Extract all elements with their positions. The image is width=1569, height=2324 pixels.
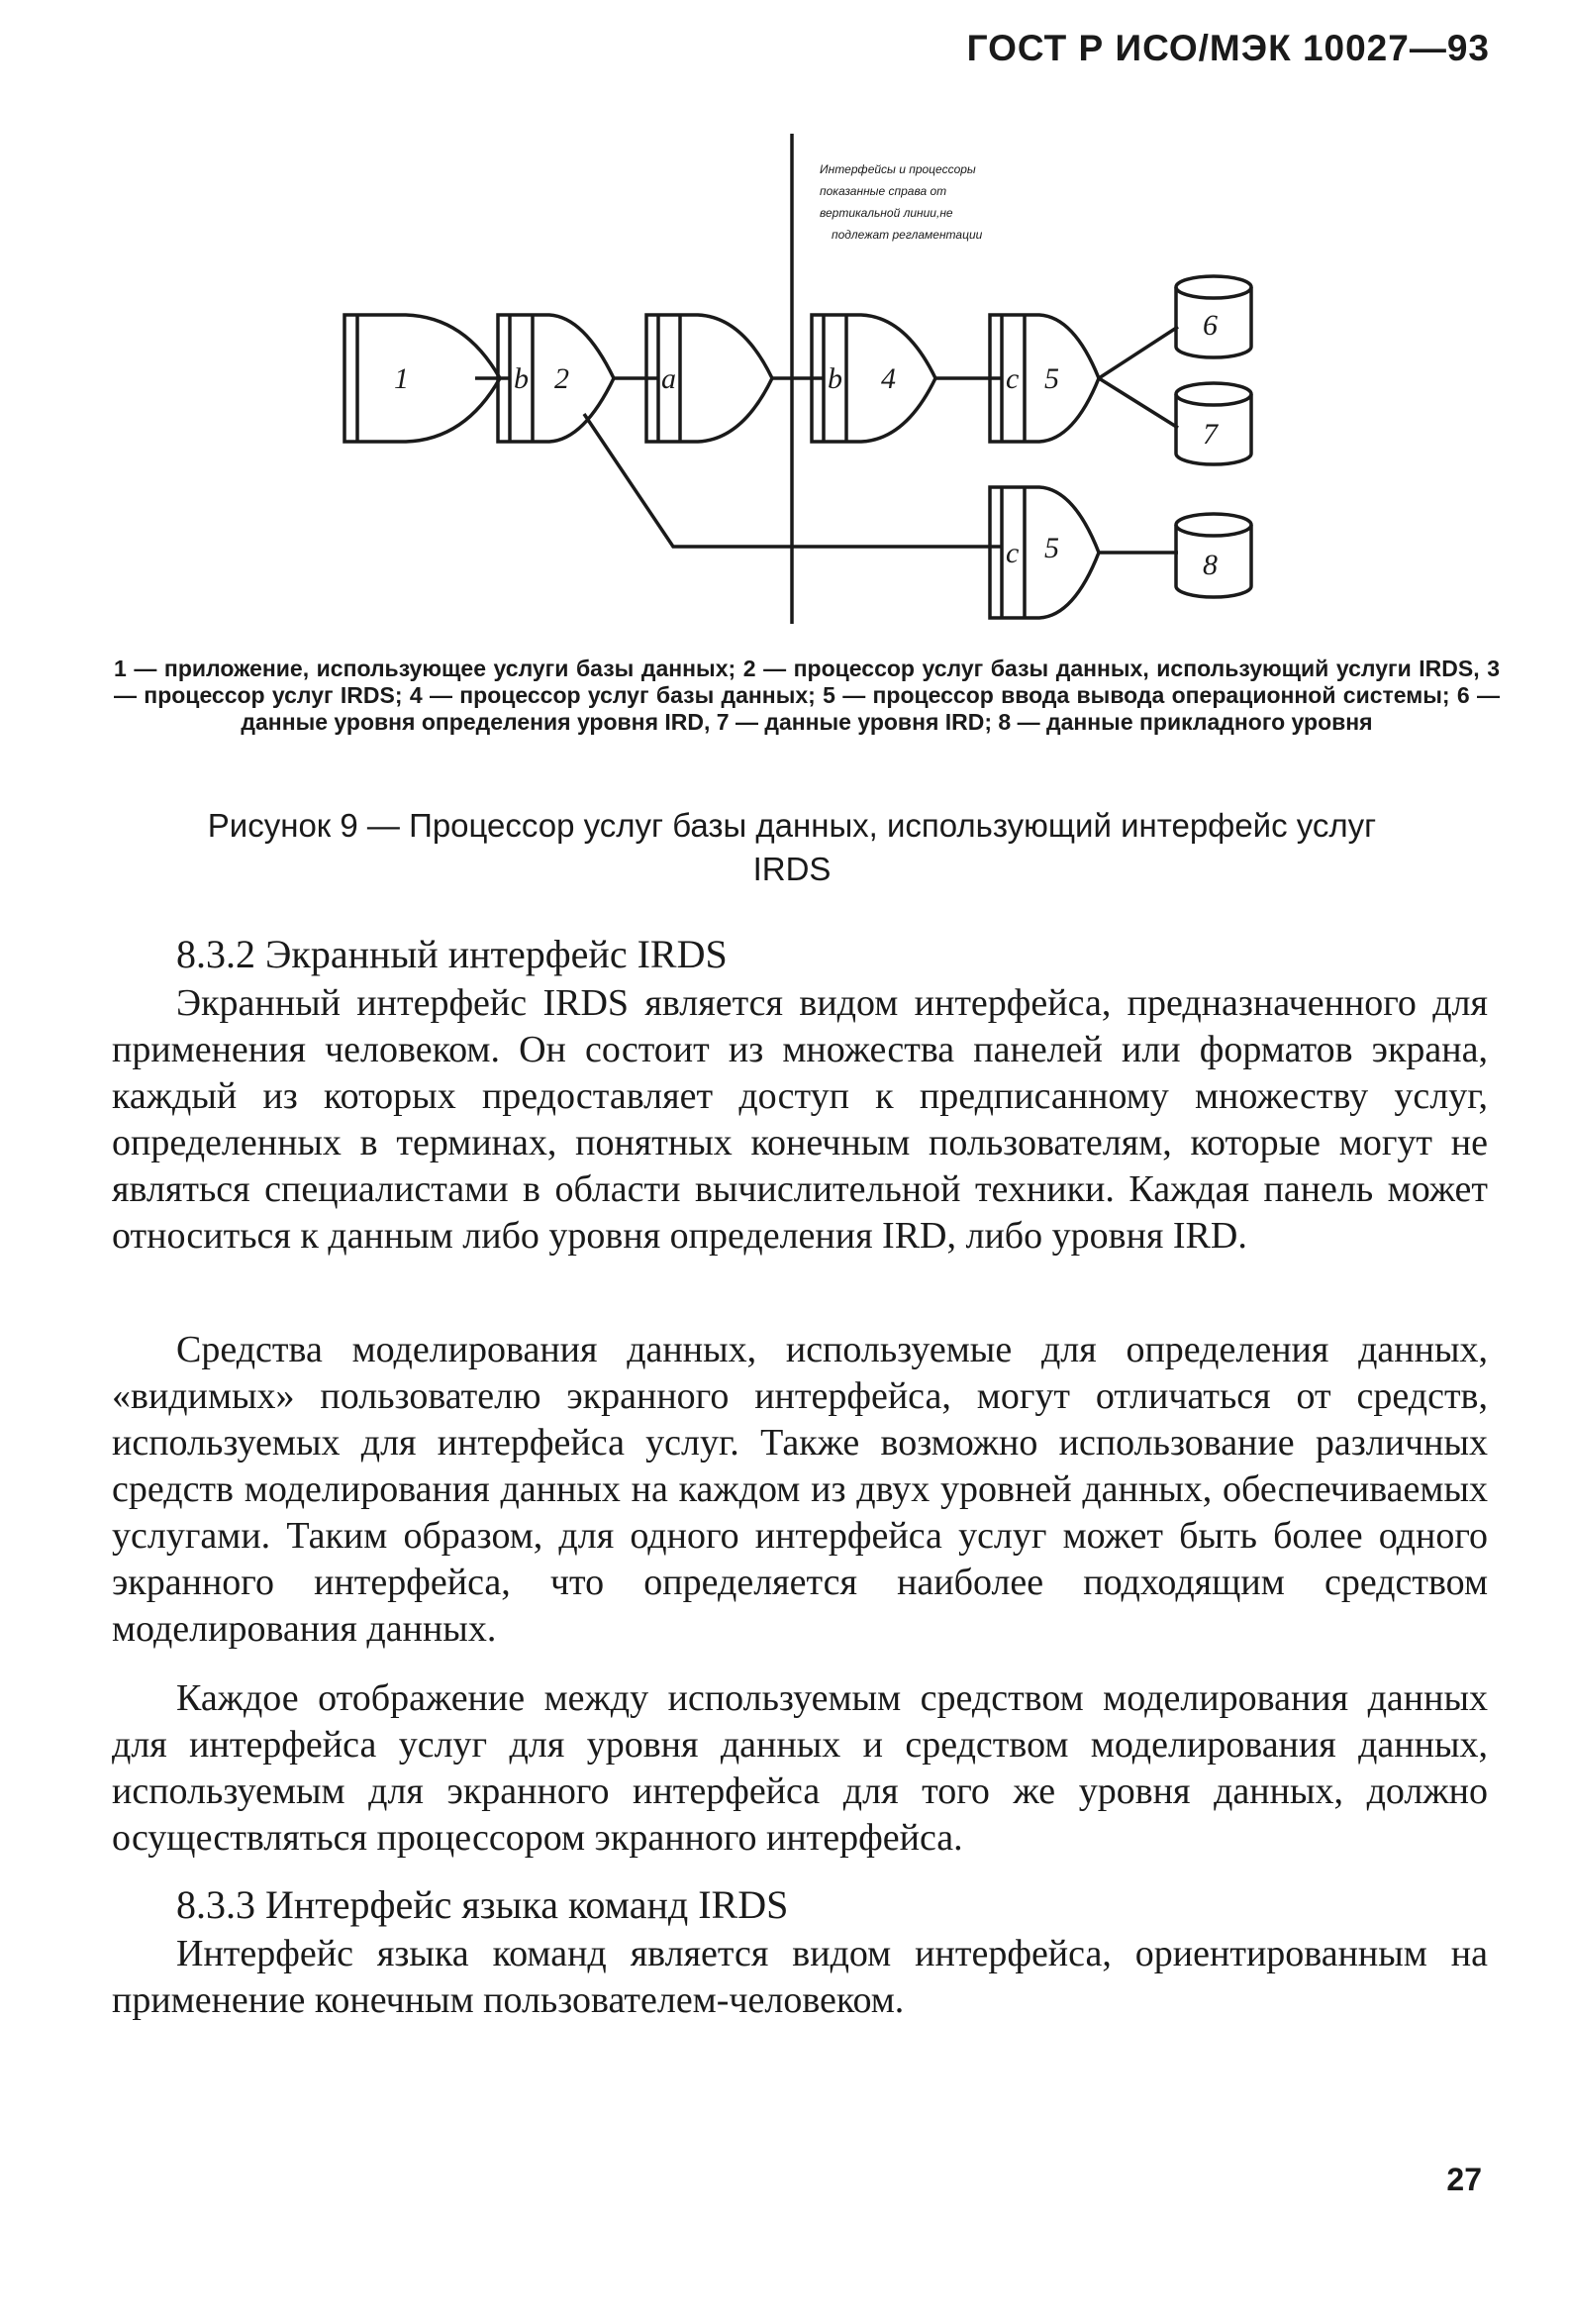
- figure-9-diagram: [0, 0, 1569, 644]
- page-number: 27: [1446, 2162, 1482, 2197]
- svg-text:a: a: [661, 362, 676, 395]
- paragraph-4: Интерфейс языка команд является видом интерфейса, ориентированным на применение конечным пользователем-человеком.: [112, 1933, 1488, 2021]
- svg-text:1: 1: [394, 362, 409, 395]
- figure-legend: 1 — приложение, использующее услуги базы данных; 2 — процессор услуг базы данных, использующий услуги IRDS, 3 — процессор услуг IRDS; 4 — процессор услуг базы данных; 5 — процессор ввода вывода операционной системы; 6 — данные уровня определения уровня IRD, 7 — данные уровня IRD; 8 — данные прикладного уровня: [114, 656, 1500, 735]
- svg-text:b: b: [828, 362, 842, 395]
- section-8-3-3-title: 8.3.3 Интерфейс языка команд IRDS: [176, 1882, 789, 1927]
- document-header: ГОСТ Р ИСО/МЭК 10027—93: [966, 28, 1490, 68]
- note-line-3: вертикальной линии,не: [820, 206, 953, 220]
- svg-text:6: 6: [1203, 309, 1218, 342]
- note-line-1: Интерфейсы и процессоры: [820, 162, 976, 176]
- svg-text:5: 5: [1044, 532, 1059, 564]
- paragraph-2: Средства моделирования данных, используемые для определения данных, «видимых» пользователю экранного интерфейса, могут отличаться от средств, используемых для интерфейса услуг. Также возможно использование различных средств моделирования данных на каждом из двух уровней данных, обеспечиваемых услугами. Таким образом, для одного интерфейса услуг может быть более одного экранного интерфейса, что определяется наиболее подходящим средством моделирования данных.: [112, 1329, 1488, 1650]
- paragraph-1: Экранный интерфейс IRDS является видом интерфейса, предназначенного для применения человеком. Он состоит из множества панелей или форматов экрана, каждый из которых предоставляет доступ к предписанному множеству услуг, определенных в терминах, понятных конечным пользователям, которые могут не являться специалистами в области вычислительной техники. Каждая панель может относиться к данным либо уровня определения IRD, либо уровня IRD.: [112, 982, 1488, 1257]
- note-line-2: показанные справа от: [820, 184, 947, 198]
- section-8-3-2-title: 8.3.2 Экранный интерфейс IRDS: [176, 932, 728, 976]
- svg-text:4: 4: [881, 362, 896, 395]
- svg-text:5: 5: [1044, 362, 1059, 395]
- svg-text:c: c: [1006, 537, 1020, 569]
- svg-text:8: 8: [1203, 549, 1218, 581]
- paragraph-3: Каждое отображение между используемым средством моделирования данных для интерфейса услуг для уровня данных и средством моделирования данных, используемым для экранного интерфейса для того же уровня данных, должно осуществляться процессором экранного интерфейса.: [112, 1677, 1488, 1859]
- svg-text:7: 7: [1203, 418, 1218, 451]
- figure-caption: Рисунок 9 — Процессор услуг базы данных, использующий интерфейс услуг IRDS: [207, 807, 1377, 887]
- note-line-4: подлежат регламентации: [832, 228, 983, 242]
- svg-text:2: 2: [554, 362, 569, 395]
- svg-text:c: c: [1006, 362, 1020, 395]
- svg-text:b: b: [514, 362, 529, 395]
